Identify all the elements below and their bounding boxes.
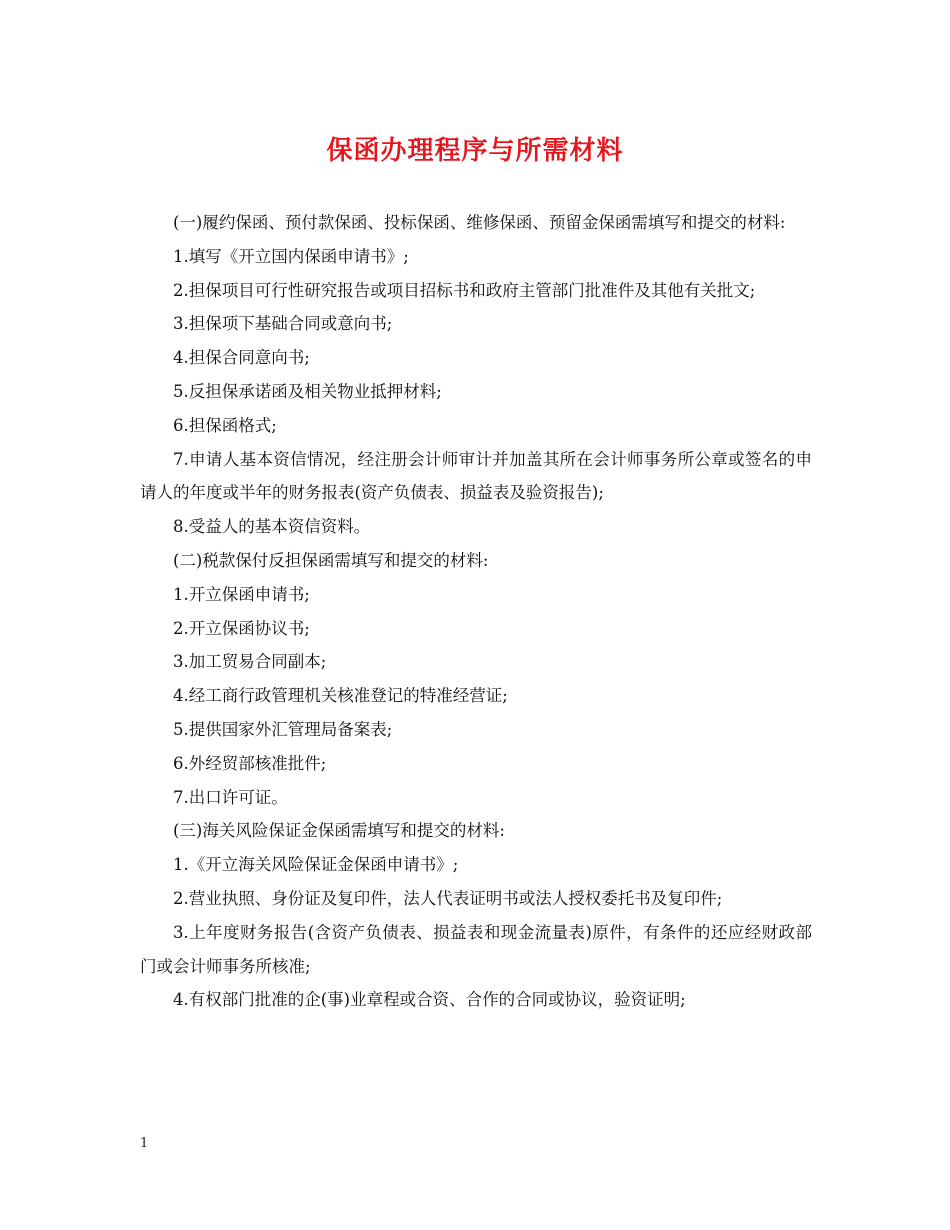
list-item: 4.经工商行政管理机关核准登记的特准经营证; [173, 686, 508, 706]
document-body [140, 206, 812, 1017]
list-item: 2.营业执照、身份证及复印件，法人代表证明书或法人授权委托书及复印件; [173, 888, 723, 908]
list-item: 7.申请人基本资信情况，经注册会计师审计并加盖其所在会计师事务所公章或签名的申请人的年度或半年的财务报表(资产负债表、损益表及验资报告); [140, 449, 812, 503]
list-item: 2.开立保函协议书; [173, 618, 310, 638]
list-item: 1.开立保函申请书; [173, 584, 310, 604]
document-title: 保函办理程序与所需材料 [326, 136, 624, 166]
list-item: 8.受益人的基本资信资料。 [173, 517, 371, 537]
page-number: 1 [140, 1136, 149, 1151]
list-item: 6.担保函格式; [173, 415, 277, 435]
list-item: 6.外经贸部核准批件; [173, 753, 327, 773]
list-item: 3.担保项下基础合同或意向书; [173, 314, 393, 334]
section-heading-3: (三)海关风险保证金保函需填写和提交的材料: [173, 821, 505, 841]
list-item: 5.提供国家外汇管理局备案表; [173, 719, 393, 739]
list-item: 5.反担保承诺函及相关物业抵押材料; [173, 381, 442, 401]
list-item: 1.填写《开立国内保函申请书》; [173, 246, 409, 266]
list-item: 4.担保合同意向书; [173, 348, 310, 368]
list-item: 1.《开立海关风险保证金保函申请书》; [173, 855, 459, 875]
list-item: 7.出口许可证。 [173, 787, 288, 807]
list-item: 4.有权部门批准的企(事)业章程或合资、合作的合同或协议，验资证明; [173, 990, 686, 1010]
section-heading-2: (二)税款保付反担保函需填写和提交的材料: [173, 550, 489, 570]
list-item: 3.上年度财务报告(含资产负债表、损益表和现金流量表)原件，有条件的还应经财政部门或会计师事务所核准; [140, 922, 812, 976]
list-item: 3.加工贸易合同副本; [173, 652, 327, 672]
list-item: 2.担保项目可行性研究报告或项目招标书和政府主管部门批准件及其他有关批文; [173, 280, 756, 300]
section-heading-1: (一)履约保函、预付款保函、投标保函、维修保函、预留金保函需填写和提交的材料: [173, 213, 786, 232]
